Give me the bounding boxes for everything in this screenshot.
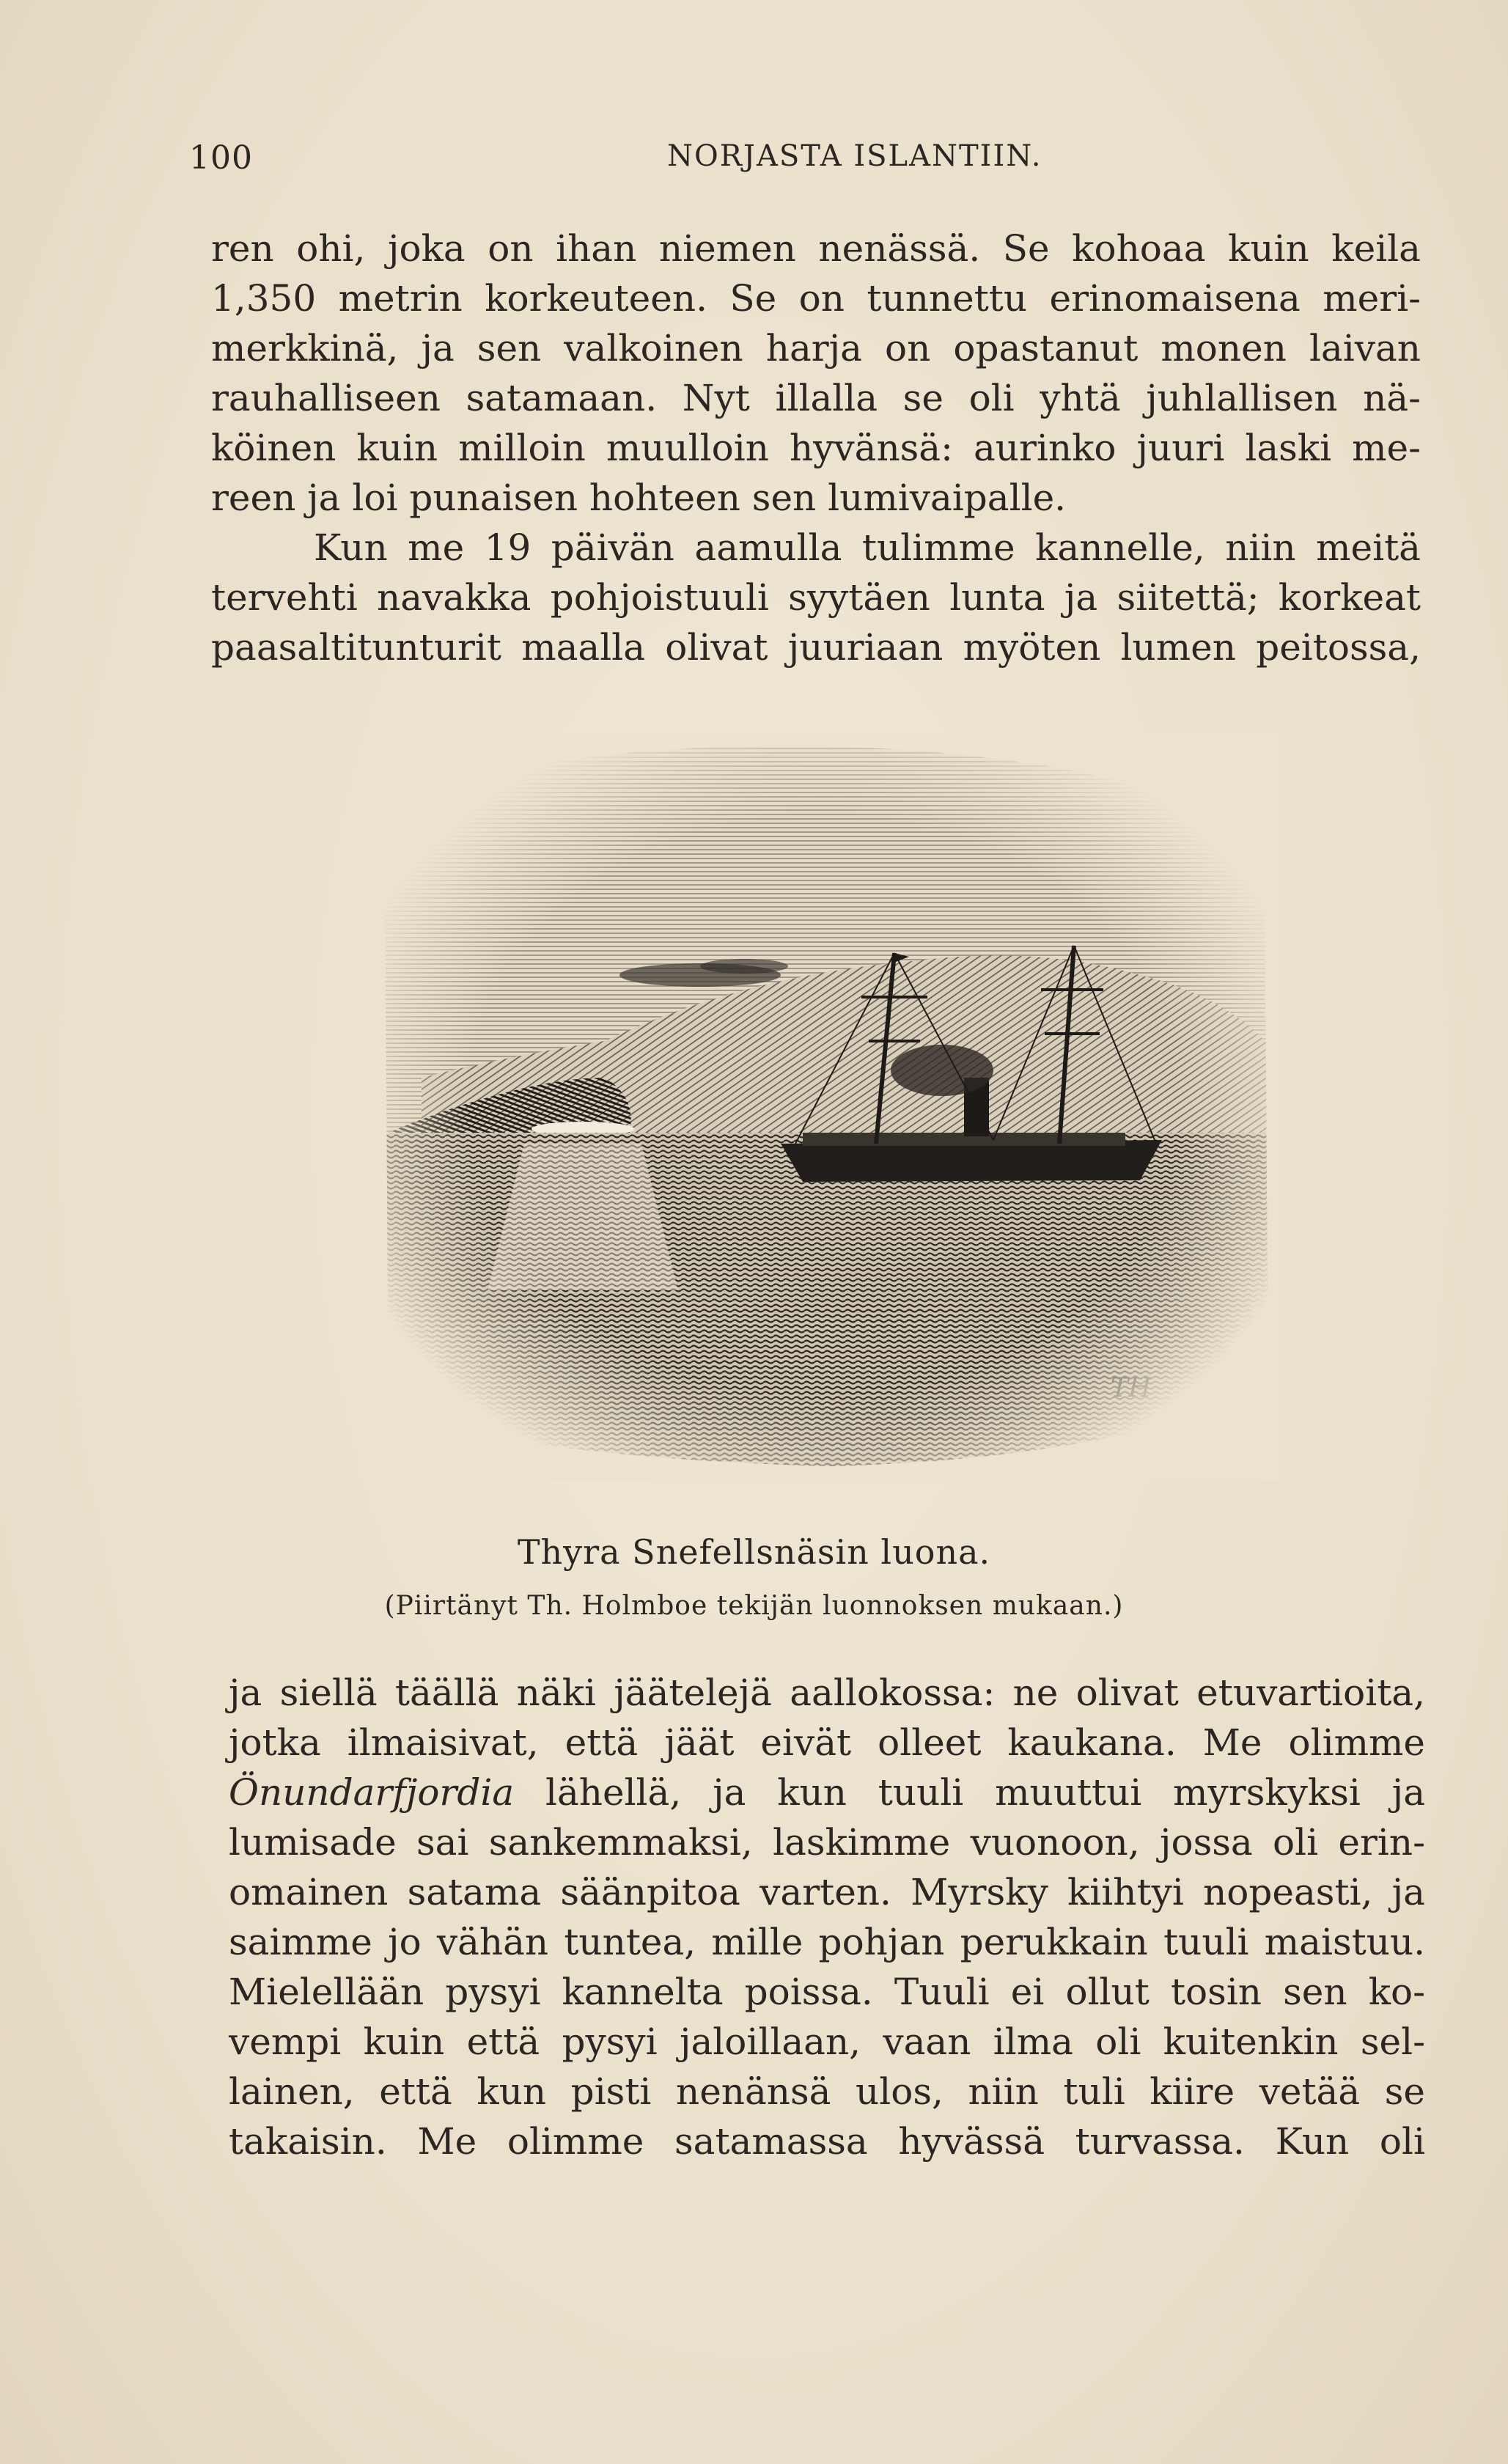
text-line: takaisin. Me olimme satamassa hyvässä turvassa. Kun oli — [229, 2120, 1425, 2163]
text-line: rauhalliseen satamaan. Nyt illalla se oli yhtä juhlallisen nä- — [211, 377, 1421, 419]
text-line: 1,350 metrin korkeuteen. Se on tunnettu erinomaisena meri- — [211, 277, 1421, 320]
place-name-italic: Önundarfjordia — [229, 1771, 515, 1814]
paragraph-bottom — [229, 1668, 1425, 2166]
text-line: merkkinä, ja sen valkoinen harja on opastanut monen laivan — [211, 327, 1421, 369]
figure-credit: (Piirtänyt Th. Holmboe tekijän luonnoksen mukaan.) — [384, 1591, 1124, 1621]
text-line: paasaltitunturit maalla olivat juuriaan myöten lumen peitossa, — [211, 626, 1421, 669]
engraving-illustration — [363, 733, 1283, 1481]
running-title: NORJASTA ISLANTIIN. — [667, 139, 1042, 173]
paragraph-top — [211, 224, 1421, 672]
text-line: Kun me 19 päivän aamulla tulimme kannelle, niin meitä — [314, 526, 1421, 569]
text-line: jotka ilmaisivat, että jäät eivät olleet kaukana. Me olimme — [229, 1721, 1425, 1764]
text-line: lainen, että kun pisti nenänsä ulos, niin tuli kiire vetää se — [229, 2070, 1425, 2113]
text-line: ja siellä täällä näki jäätelejä aallokossa: ne olivat etuvartioita, — [229, 1672, 1425, 1714]
text-line: saimme jo vähän tuntea, mille pohjan perukkain tuuli maistuu. — [229, 1921, 1425, 1963]
ship-engraving — [363, 733, 1283, 1481]
text-line: köinen kuin milloin muulloin hyvänsä: aurinko juuri laski me- — [211, 427, 1421, 469]
text-line: reen ja loi punaisen hohteen sen lumivaipalle. — [211, 477, 1067, 519]
text-line — [229, 1768, 1425, 1817]
text-line: Mielellään pysyi kannelta poissa. Tuuli ei ollut tosin sen ko- — [229, 1971, 1425, 2013]
text-line: tervehti navakka pohjoistuuli syytäen lunta ja siitettä; korkeat — [211, 576, 1421, 619]
running-head — [0, 139, 1508, 183]
figure-caption: Thyra Snefellsnäsin luona. — [517, 1532, 991, 1572]
text-line: omainen satama säänpitoa varten. Myrsky kiihtyi nopeasti, ja — [229, 1871, 1425, 1913]
text-line: vempi kuin että pysyi jaloillaan, vaan ilma oli kuitenkin sel- — [229, 2020, 1425, 2063]
text-line-rest: lähellä, ja kun tuuli muuttui myrskyksi ja — [514, 1771, 1425, 1814]
text-line: lumisade sai sankemmaksi, laskimme vuonoon, jossa oli erin- — [229, 1821, 1425, 1864]
text-line: ren ohi, joka on ihan niemen nenässä. Se kohoaa kuin keila — [211, 227, 1421, 270]
page-number: 100 — [189, 139, 253, 177]
